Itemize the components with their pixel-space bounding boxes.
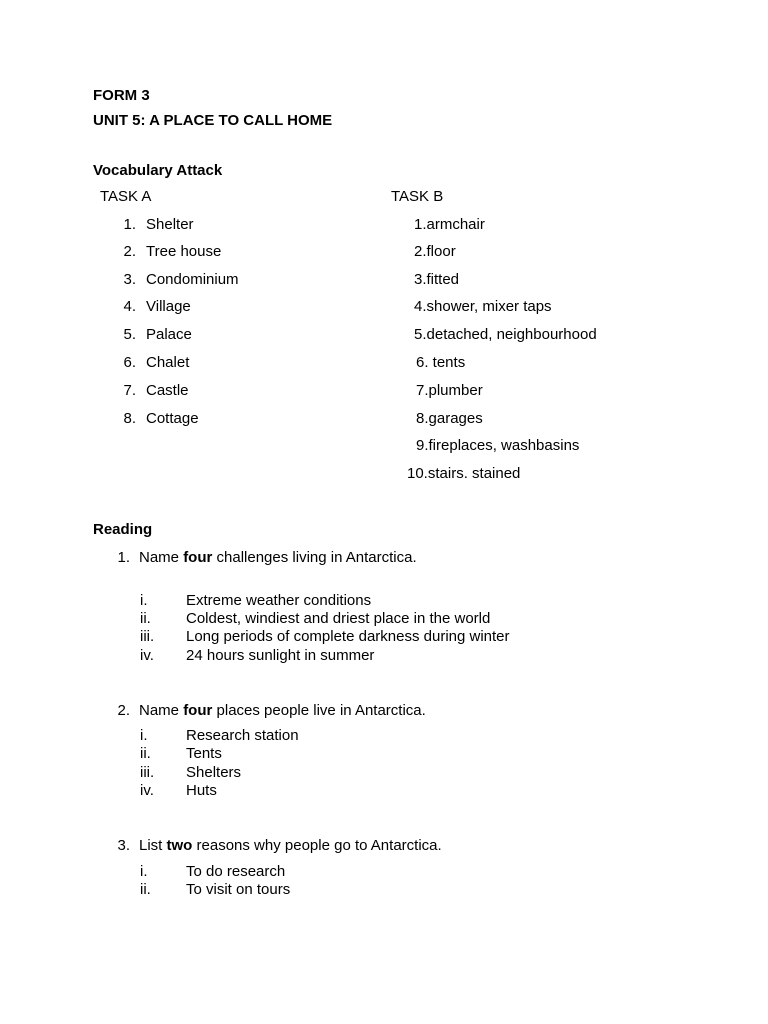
answer-numeral: i. bbox=[140, 727, 148, 744]
answer-text: Research station bbox=[186, 727, 299, 744]
list-number: 2. bbox=[123, 243, 136, 260]
list-number: 4. bbox=[123, 298, 136, 315]
form-label: FORM 3 bbox=[93, 87, 150, 104]
list-number: 1. bbox=[123, 216, 136, 233]
emphasis: two bbox=[166, 837, 193, 854]
answer-text: Coldest, windiest and driest place in the world bbox=[186, 610, 491, 627]
answer-text: Tents bbox=[186, 745, 222, 762]
answer-text: Shelters bbox=[186, 764, 242, 781]
list-number: 6. bbox=[123, 354, 136, 371]
vocabulary-heading: Vocabulary Attack bbox=[93, 162, 223, 179]
list-number: 5. bbox=[123, 326, 136, 343]
list-text: Condominium bbox=[146, 271, 239, 288]
answer-text: To visit on tours bbox=[186, 881, 291, 898]
unit-title: UNIT 5: A PLACE TO CALL HOME bbox=[93, 112, 333, 129]
list-text: Chalet bbox=[146, 354, 190, 371]
answer-text: 24 hours sunlight in summer bbox=[186, 647, 375, 664]
list-text: Cottage bbox=[146, 410, 199, 427]
list-text: Castle bbox=[146, 382, 189, 399]
list-number: 8. bbox=[123, 410, 136, 427]
list-item: 3.fitted bbox=[414, 271, 460, 288]
question-text: Name four places people live in Antarctica. bbox=[139, 702, 426, 719]
question-number: 3. bbox=[117, 837, 130, 854]
list-text: Village bbox=[146, 298, 191, 315]
emphasis: four bbox=[183, 549, 213, 566]
list-number: 7. bbox=[123, 382, 136, 399]
task-a-label: TASK A bbox=[100, 188, 152, 205]
answer-text: Long periods of complete darkness during winter bbox=[186, 628, 510, 645]
list-item: 5.detached, neighbourhood bbox=[414, 326, 597, 343]
list-text: Shelter bbox=[146, 216, 194, 233]
answer-text: To do research bbox=[186, 863, 286, 880]
list-item: 4.shower, mixer taps bbox=[414, 298, 552, 315]
question-number: 2. bbox=[117, 702, 130, 719]
list-item: 9.fireplaces, washbasins bbox=[416, 437, 580, 454]
answer-numeral: ii. bbox=[140, 881, 151, 898]
answer-text: Huts bbox=[186, 782, 217, 799]
reading-heading: Reading bbox=[93, 521, 153, 538]
answer-numeral: iv. bbox=[140, 647, 154, 664]
answer-numeral: ii. bbox=[140, 745, 151, 762]
list-item: 10.stairs. stained bbox=[407, 465, 521, 482]
list-item: 8.garages bbox=[416, 410, 483, 427]
answer-numeral: i. bbox=[140, 863, 148, 880]
task-b-label: TASK B bbox=[391, 188, 444, 205]
list-text: Palace bbox=[146, 326, 192, 343]
list-item: 2.floor bbox=[414, 243, 456, 260]
question-number: 1. bbox=[117, 549, 130, 566]
list-item: 7.plumber bbox=[416, 382, 483, 399]
emphasis: four bbox=[183, 702, 213, 719]
question-text: Name four challenges living in Antarctica. bbox=[139, 549, 417, 566]
answer-numeral: iii. bbox=[140, 764, 155, 781]
list-item: 1.armchair bbox=[414, 216, 485, 233]
answer-text: Extreme weather conditions bbox=[186, 592, 372, 609]
list-text: Tree house bbox=[146, 243, 222, 260]
question-text: List two reasons why people go to Antarctica. bbox=[139, 837, 442, 854]
answer-numeral: i. bbox=[140, 592, 148, 609]
answer-numeral: iv. bbox=[140, 782, 154, 799]
list-item: 6. tents bbox=[416, 354, 466, 371]
answer-numeral: iii. bbox=[140, 628, 155, 645]
answer-numeral: ii. bbox=[140, 610, 151, 627]
list-number: 3. bbox=[123, 271, 136, 288]
